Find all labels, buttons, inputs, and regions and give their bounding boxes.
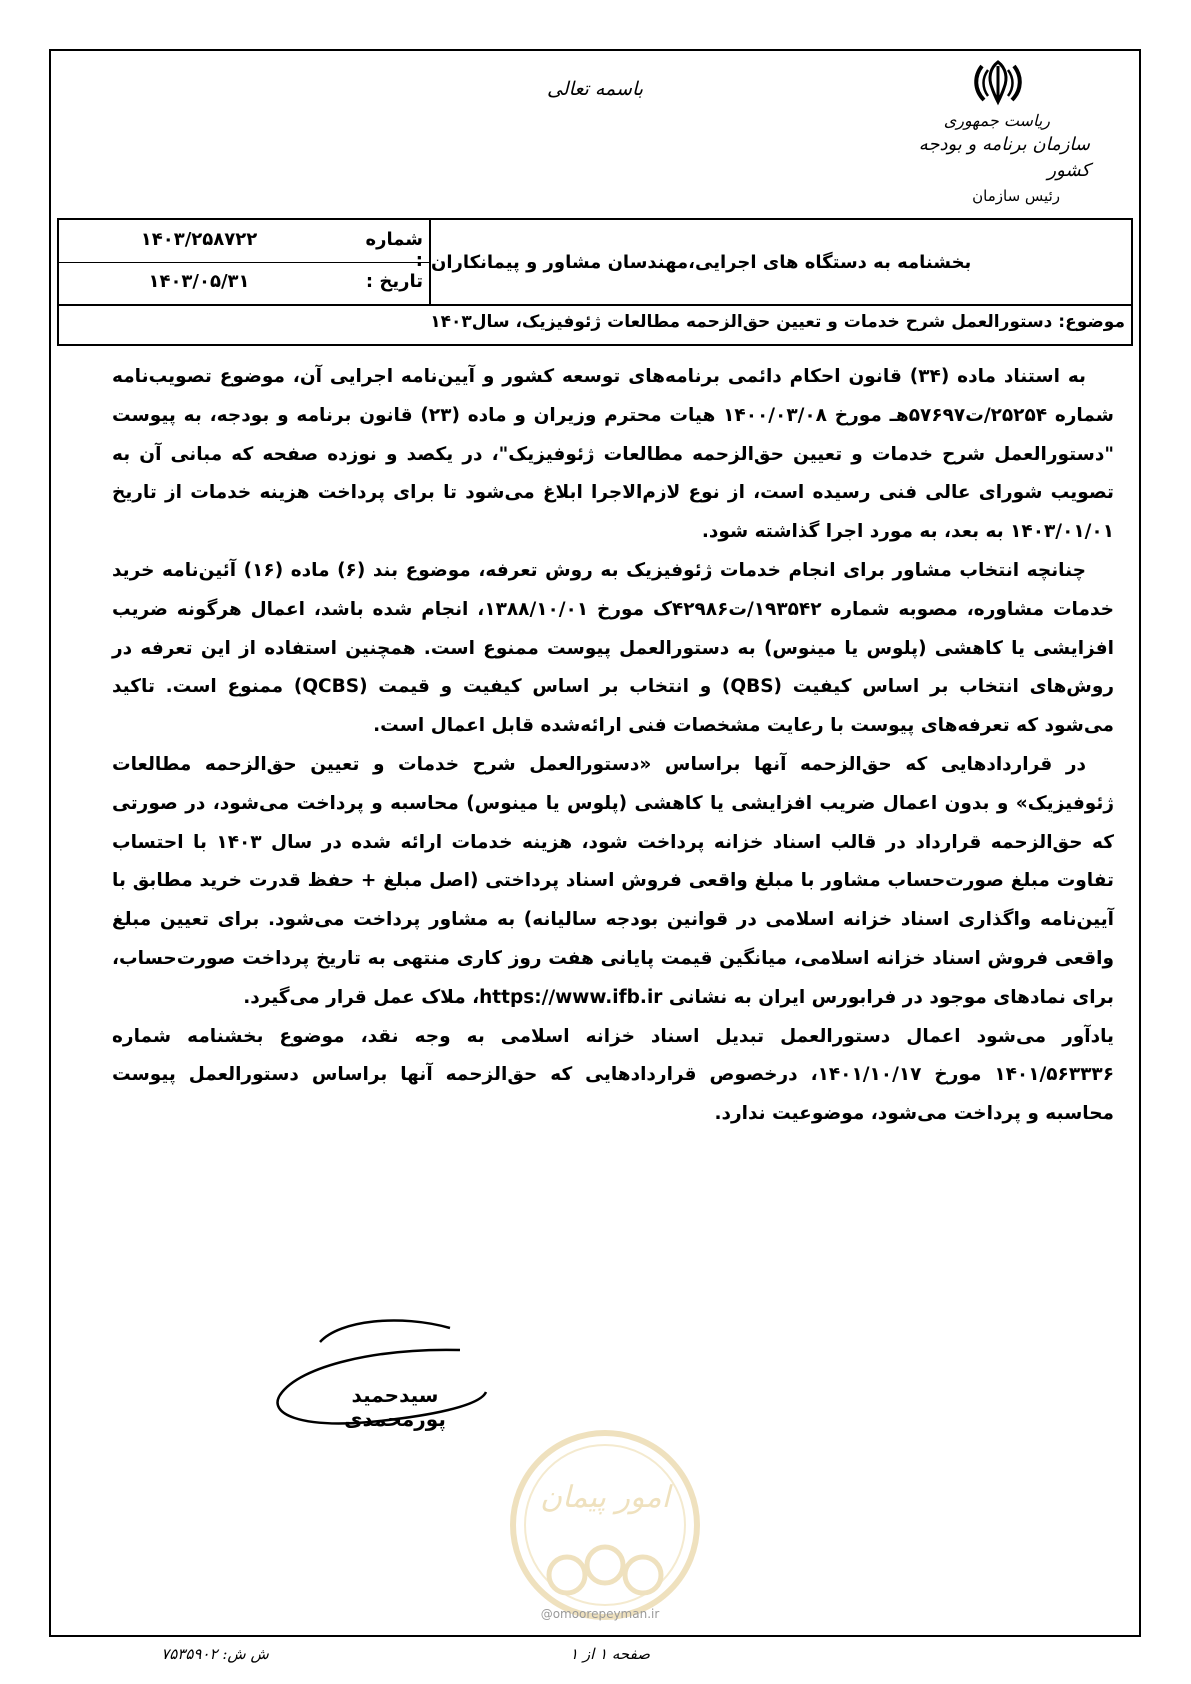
omoorepeyman-logo-icon (505, 1425, 705, 1625)
body-paragraph-4: یادآور می‌شود اعمال دستورالعمل تبدیل اسناد خزانه اسلامی به وجه نقد، موضوع بخشنامه شماره ۱۴۰۱/۵۶۳۳۳۶ مورخ ۱۴۰۱/۱۰/۱۷، درخصوص قراردادهایی که حق‌الزحمه آنها براساس دستورالعمل پیوست محاسبه و پرداخت می‌شود، موضوعیت ندارد. (112, 1025, 1114, 1125)
invocation: باسمه تعالی (546, 78, 644, 100)
page-number: صفحه ۱ از ۱ (570, 1645, 650, 1663)
watermark-logo-text: امور پیمان (540, 1480, 670, 1515)
org-presidency: ریاست جمهوری (943, 111, 1050, 130)
watermark-url: @omoorepeyman.ir (540, 1607, 660, 1621)
body-paragraph-3: در قراردادهایی که حق‌الزحمه آنها براساس «دستورالعمل شرح خدمات و تعیین حق‌الزحمه مطالعات ژئوفیزیک» و بدون اعمال ضریب افزایشی یا کاهشی (پلوس یا مینوس) محاسبه و پرداخت می‌شود، در صورتی که حق‌الزحمه قرارداد در قالب اسناد خزانه پرداخت شود، هزینه خدمات ارائه شده در سال ۱۴۰۳ با احتساب تفاوت مبلغ صورت‌حساب مشاور با مبلغ واقعی فروش اسناد پرداختی (اصل مبلغ + حفظ قدرت خرید مطابق با آیین‌نامه واگذاری اسناد خزانه اسلامی در قوانین بودجه سالیانه) به مشاور پرداخت می‌شود. برای تعیین مبلغ واقعی فروش اسناد خزانه اسلامی، میانگین قیمت پایانی هفت روز کاری منتهی به تاریخ پرداخت صورت‌حساب، برای نمادهای موجود در فرابورس ایران به نشانی https://www.ifb.ir، ملاک عمل قرار می‌گیرد. (112, 753, 1114, 1008)
document-code: ش ش: ۷۵۳۵۹۰۲ (161, 1645, 269, 1663)
addressee: بخشنامه به دستگاه های اجرایی،مهندسان مشاور و پیمانکاران (431, 251, 972, 273)
number-label: شماره : (365, 229, 423, 271)
letter-body (112, 358, 1114, 1134)
number-value: ۱۴۰۳/۲۵۸۷۲۲ (140, 229, 258, 250)
letter-meta-table (57, 218, 1133, 346)
body-paragraph-2: چنانچه انتخاب مشاور برای انجام خدمات ژئوفیزیک به روش تعرفه، موضوع بند (۶) ماده (۱۶) آئین‌نامه خرید خدمات مشاوره، مصوبه شماره ۱۹۳۵۴۲/ت۴۲۹۸۶ک مورخ ۱۳۸۸/۱۰/۰۱، انجام شده باشد، اعمال هرگونه ضریب افزایشی یا کاهشی (پلوس یا مینوس) به دستورالعمل پیوست ممنوع است. همچنین استفاده از این تعرفه در روش‌های انتخاب بر اساس کیفیت (QBS) و انتخاب بر اساس کیفیت و قیمت (QCBS) ممنوع است. تاکید می‌شود که تعرفه‌های پیوست با رعایت مشخصات فنی ارائه‌شده قابل اعمال است. (112, 559, 1114, 737)
subject-line: موضوع: دستورالعمل شرح خدمات و تعیین حق‌الزحمه مطالعات ژئوفیزیک، سال۱۴۰۳ (430, 312, 1125, 332)
org-head-title: رئیس سازمان (972, 187, 1060, 205)
meta-subject-divider (59, 304, 1131, 306)
body-paragraph-1: به استناد ماده (۳۴) قانون احکام دائمی برنامه‌های توسعه کشور و آیین‌نامه اجرایی آن، موضوع تصویب‌نامه شماره ۲۵۲۵۴/ت۵۷۶۹۷هـ مورخ ۱۴۰۰/۰۳/۰۸ هیات محترم وزیران و ماده (۲۳) قانون برنامه و بودجه، به پیوست "دستورالعمل شرح خدمات و تعیین حق‌الزحمه مطالعات ژئوفیزیک"، در یکصد و نوزده صفحه که مبانی آن به تصویب شورای عالی فنی رسیده است، از نوع لازم‌الاجرا ابلاغ می‌شود تا برای پرداخت هزینه خدمات از تاریخ ۱۴۰۳/۰۱/۰۱ به بعد، به مورد اجرا گذاشته شود. (112, 366, 1114, 543)
date-value: ۱۴۰۳/۰۵/۳۱ (148, 271, 250, 292)
signer-name: سیدحمید پورمحمدی (344, 1383, 446, 1431)
iran-emblem-icon (968, 58, 1028, 106)
organization-block (910, 110, 1090, 208)
date-label: تاریخ : (365, 271, 423, 292)
org-name: سازمان برنامه و بودجه کشور (918, 134, 1090, 181)
